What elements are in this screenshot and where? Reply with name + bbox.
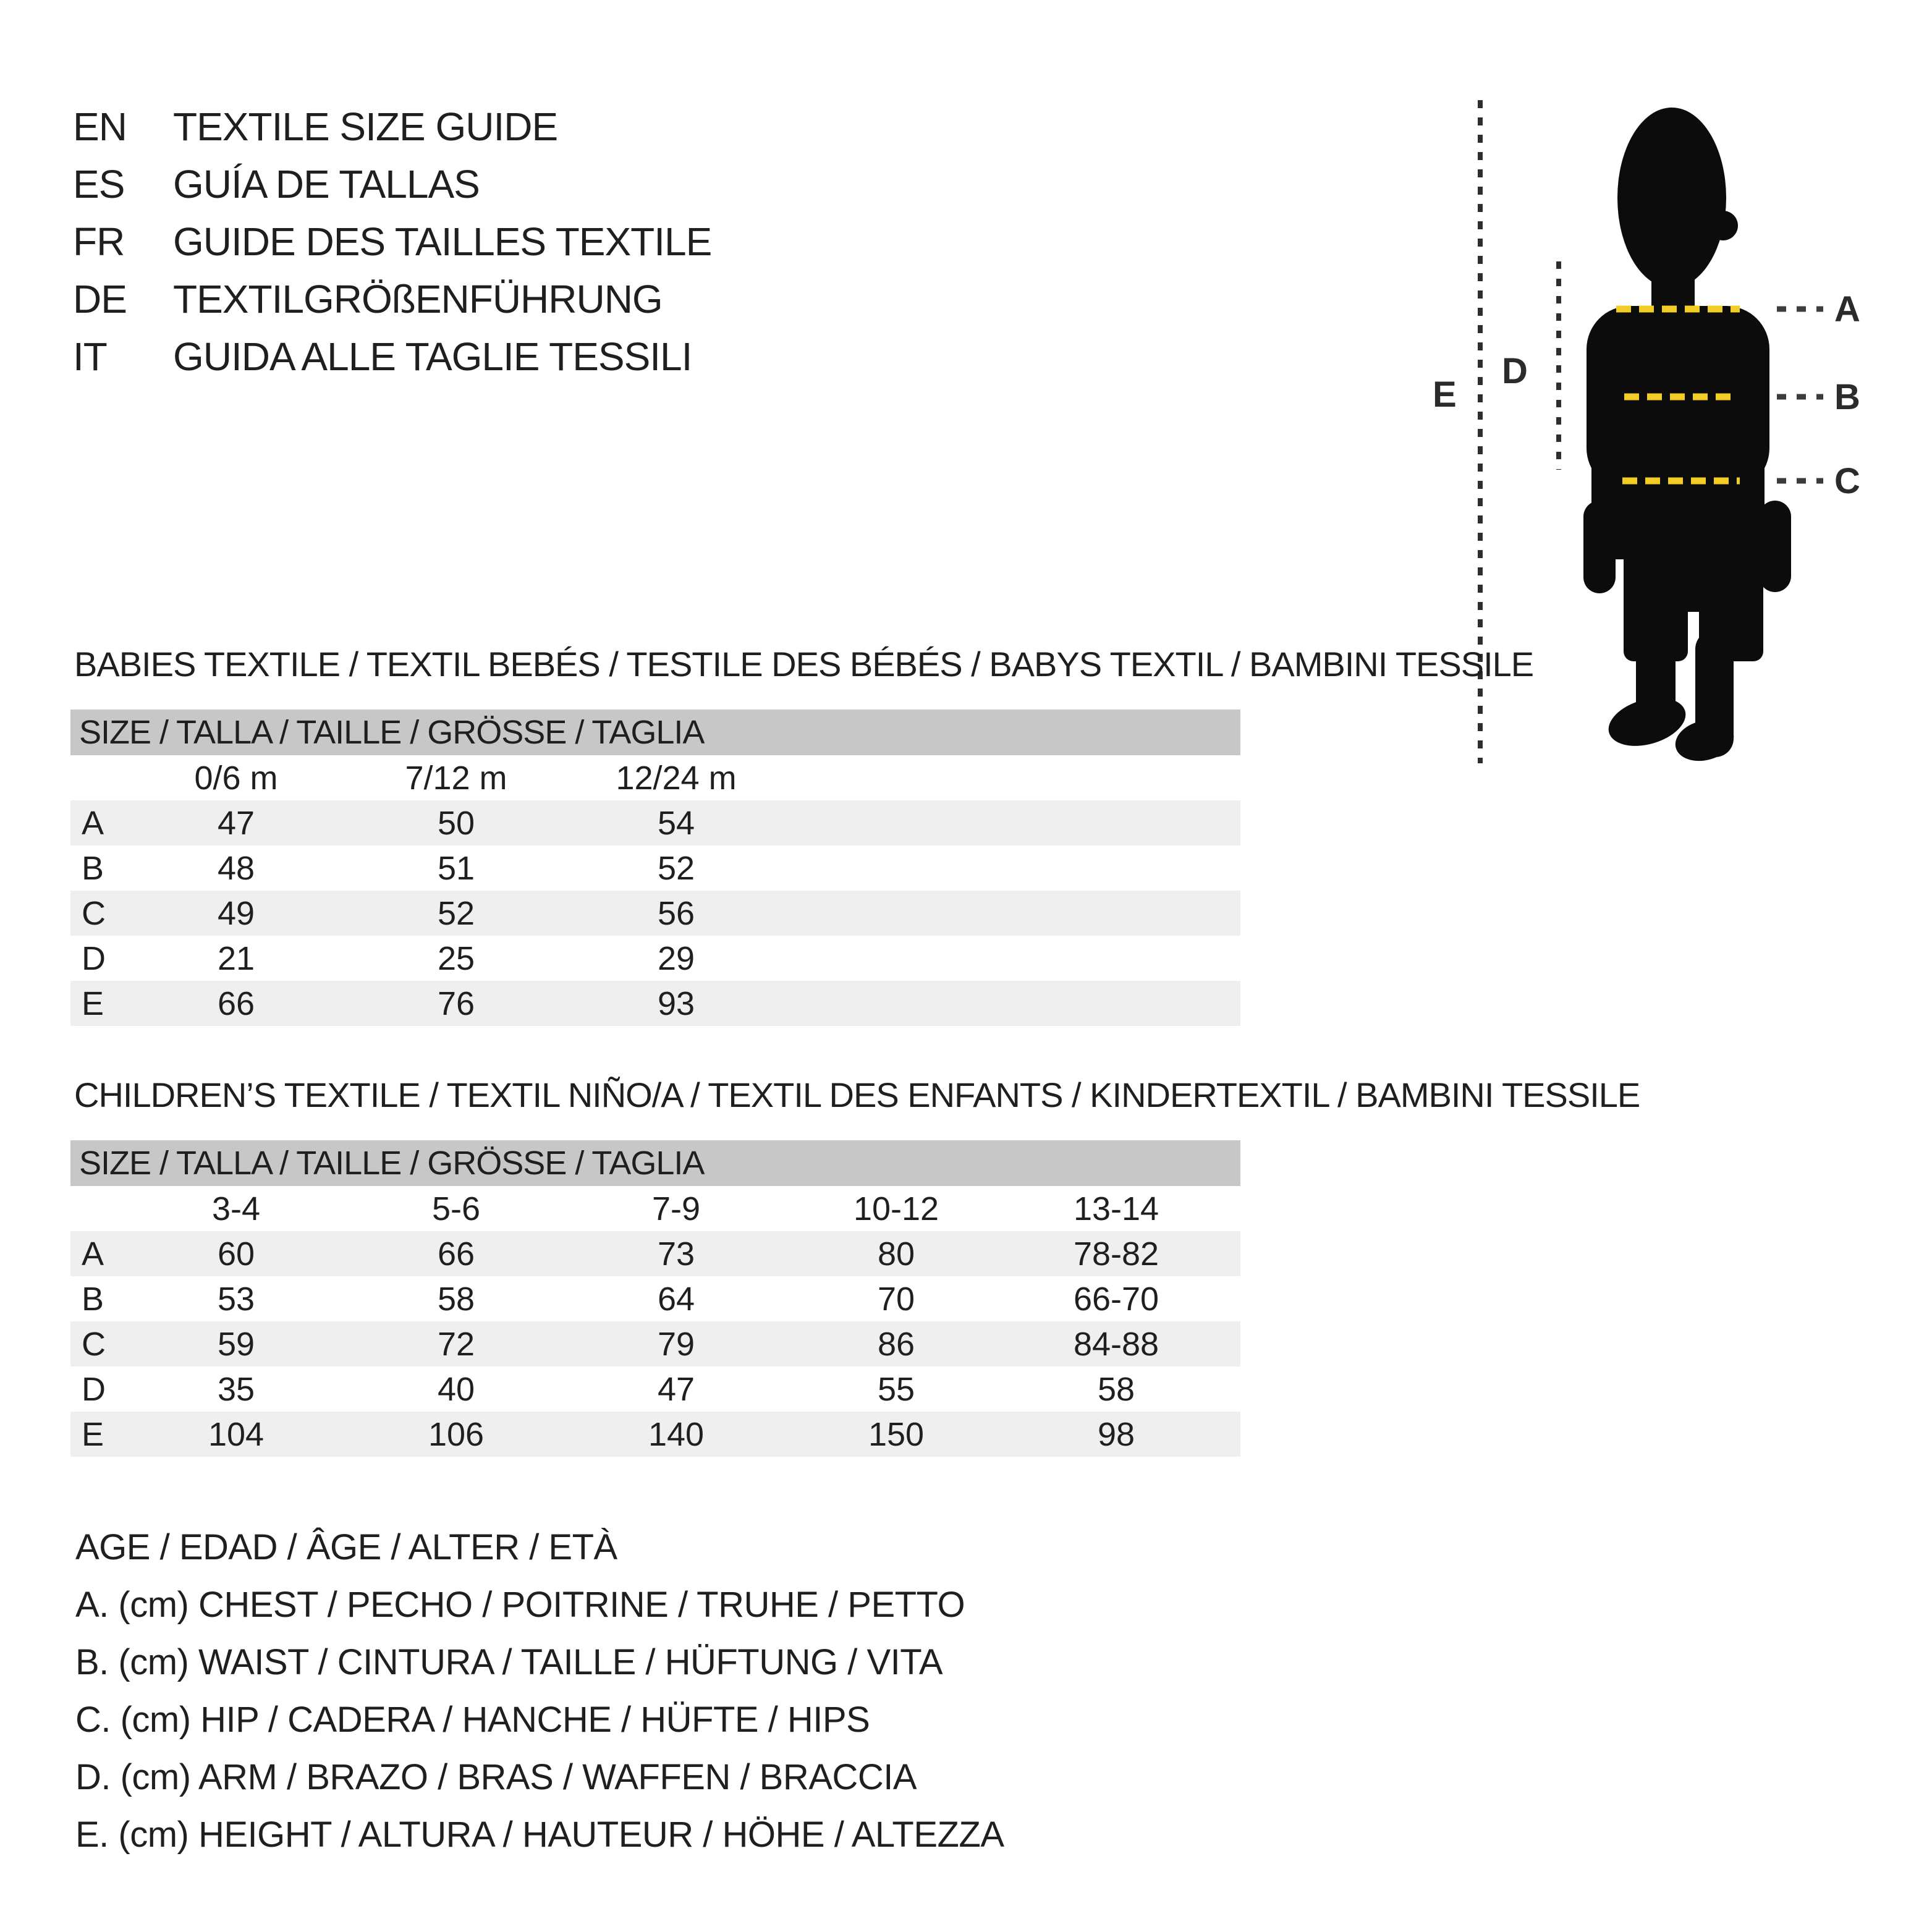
table-row-c xyxy=(70,891,1240,936)
cell: 98 xyxy=(1097,1415,1135,1453)
figure-label-b: B xyxy=(1834,377,1860,417)
legend-age: AGE / EDAD / ÂGE / ALTER / ETÀ xyxy=(75,1527,617,1567)
lang-title: GUIDE DES TAILLES TEXTILE xyxy=(173,219,712,264)
lang-row-es xyxy=(73,161,711,219)
row-label: B xyxy=(82,1280,104,1318)
table-row-d xyxy=(70,936,1240,981)
row-label: D xyxy=(82,939,106,977)
column-header: 13-14 xyxy=(1073,1190,1159,1227)
lang-title: TEXTILGRÖßENFÜHRUNG xyxy=(173,277,663,321)
figure-label-d: D xyxy=(1502,351,1528,391)
cell: 47 xyxy=(657,1370,695,1408)
cell: 55 xyxy=(877,1370,915,1408)
lang-title: TEXTILE SIZE GUIDE xyxy=(173,104,558,149)
cell: 66 xyxy=(437,1235,475,1273)
table-row-e xyxy=(70,981,1240,1026)
cell: 73 xyxy=(657,1235,695,1273)
lang-title: GUÍA DE TALLAS xyxy=(173,162,480,206)
column-header: 10-12 xyxy=(853,1190,939,1227)
language-title-block xyxy=(73,104,711,391)
babies-table-header-band: SIZE / TALLA / TAILLE / GRÖSSE / TAGLIA xyxy=(70,710,1240,755)
cell: 48 xyxy=(217,849,255,887)
cell: 51 xyxy=(437,849,475,887)
cell: 47 xyxy=(217,804,255,842)
cell: 72 xyxy=(437,1325,475,1363)
table-row-c xyxy=(70,1321,1240,1366)
cell: 25 xyxy=(437,939,475,977)
cell: 58 xyxy=(437,1280,475,1318)
column-header: 7-9 xyxy=(651,1190,701,1227)
cell: 52 xyxy=(657,849,695,887)
cell: 150 xyxy=(868,1415,925,1453)
cell: 49 xyxy=(217,894,255,932)
lang-row-en xyxy=(73,104,711,161)
row-label: E xyxy=(82,985,104,1022)
figure-label-c: C xyxy=(1834,461,1860,501)
cell: 60 xyxy=(217,1235,255,1273)
cell: 80 xyxy=(877,1235,915,1273)
cell: 66-70 xyxy=(1073,1280,1159,1318)
row-label: A xyxy=(82,804,104,842)
figure-label-a: A xyxy=(1834,289,1860,329)
cell: 78-82 xyxy=(1073,1235,1159,1273)
legend-hip: C. (cm) HIP / CADERA / HANCHE / HÜFTE / HIPS xyxy=(75,1700,870,1740)
children-section-title: CHILDREN’S TEXTILE / TEXTIL NIÑO/A / TEXTIL DES ENFANTS / KINDERTEXTIL / BAMBINI TESSILE xyxy=(74,1075,1640,1114)
cell: 104 xyxy=(208,1415,265,1453)
figure-label-e: E xyxy=(1433,375,1457,415)
cell: 29 xyxy=(657,939,695,977)
lang-code: IT xyxy=(73,334,107,379)
babies-column-header-row xyxy=(70,755,1240,800)
row-label: C xyxy=(82,1325,106,1363)
children-size-table xyxy=(70,1140,1240,1457)
cell: 21 xyxy=(217,939,255,977)
column-header: 12/24 m xyxy=(616,759,737,797)
cell: 54 xyxy=(657,804,695,842)
lang-row-fr xyxy=(73,219,711,276)
cell: 84-88 xyxy=(1073,1325,1159,1363)
row-label: A xyxy=(82,1235,104,1273)
lang-row-it xyxy=(73,334,711,391)
row-label: D xyxy=(82,1370,106,1408)
lang-code: EN xyxy=(73,104,127,149)
cell: 93 xyxy=(657,985,695,1022)
cell: 56 xyxy=(657,894,695,932)
legend-height: E. (cm) HEIGHT / ALTURA / HAUTEUR / HÖHE / ALTEZZA xyxy=(75,1815,1004,1855)
cell: 76 xyxy=(437,985,475,1022)
column-header: 5-6 xyxy=(431,1190,481,1227)
lang-code: ES xyxy=(73,162,125,206)
table-row-a xyxy=(70,1231,1240,1276)
measurement-legend xyxy=(75,1527,1004,1871)
cell: 70 xyxy=(877,1280,915,1318)
cell: 40 xyxy=(437,1370,475,1408)
row-label: E xyxy=(82,1415,104,1453)
lang-title: GUIDA ALLE TAGLIE TESSILI xyxy=(173,334,692,379)
cell: 106 xyxy=(428,1415,485,1453)
column-header: 0/6 m xyxy=(194,759,278,797)
legend-arm: D. (cm) ARM / BRAZO / BRAS / WAFFEN / BRACCIA xyxy=(75,1757,917,1797)
children-table-header-band: SIZE / TALLA / TAILLE / GRÖSSE / TAGLIA xyxy=(70,1140,1240,1186)
table-row-b xyxy=(70,1276,1240,1321)
lang-code: DE xyxy=(73,277,127,321)
legend-chest: A. (cm) CHEST / PECHO / POITRINE / TRUHE / PETTO xyxy=(75,1585,965,1625)
lang-row-de xyxy=(73,276,711,334)
cell: 64 xyxy=(657,1280,695,1318)
cell: 53 xyxy=(217,1280,255,1318)
cell: 52 xyxy=(437,894,475,932)
table-row-a xyxy=(70,800,1240,845)
children-column-header-row xyxy=(70,1186,1240,1231)
cell: 86 xyxy=(877,1325,915,1363)
cell: 79 xyxy=(657,1325,695,1363)
cell: 140 xyxy=(648,1415,705,1453)
child-silhouette xyxy=(1583,108,1791,766)
cell: 66 xyxy=(217,985,255,1022)
column-header: 7/12 m xyxy=(405,759,507,797)
babies-size-table xyxy=(70,710,1240,1026)
table-row-d xyxy=(70,1366,1240,1412)
cell: 58 xyxy=(1097,1370,1135,1408)
babies-section-title: BABIES TEXTILE / TEXTIL BEBÉS / TESTILE DES BÉBÉS / BABYS TEXTIL / BAMBINI TESSILE xyxy=(74,645,1534,684)
cell: 50 xyxy=(437,804,475,842)
row-label: B xyxy=(82,849,104,887)
cell: 59 xyxy=(217,1325,255,1363)
table-row-e xyxy=(70,1412,1240,1457)
column-header: 3-4 xyxy=(211,1190,261,1227)
row-label: C xyxy=(82,894,106,932)
cell: 35 xyxy=(217,1370,255,1408)
legend-waist: B. (cm) WAIST / CINTURA / TAILLE / HÜFTUNG / VITA xyxy=(75,1642,943,1682)
table-row-b xyxy=(70,845,1240,891)
lang-code: FR xyxy=(73,219,125,264)
